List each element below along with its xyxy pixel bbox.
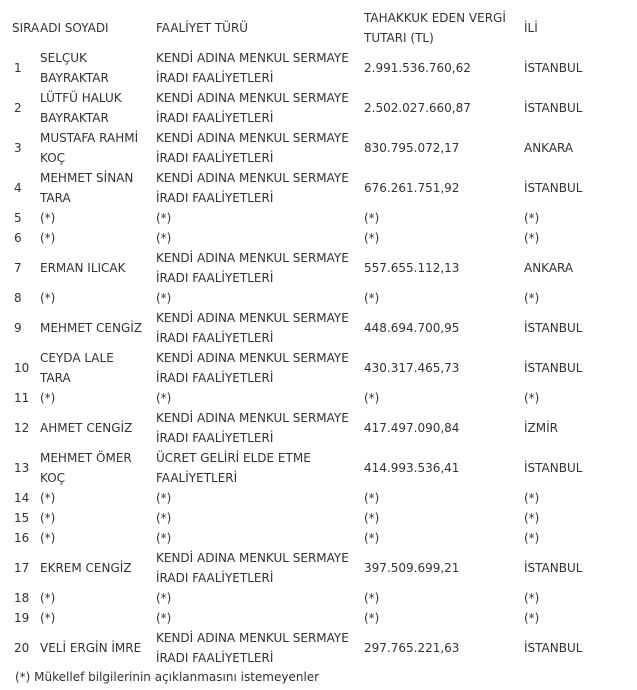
cell-ili: İSTANBUL: [524, 461, 583, 475]
table-header: [8, 8, 630, 48]
cell-faaliyet-turu: (*): [156, 291, 172, 305]
cell-sira: 16: [14, 531, 30, 545]
cell-adi-soyadi: SELÇUK BAYRAKTAR: [40, 51, 109, 85]
cell-sira: 11: [14, 391, 30, 405]
cell-faaliyet-turu: KENDİ ADINA MENKUL SERMAYE İRADI FAALİYETLERİ: [156, 171, 349, 205]
header-adi-soyadi: ADI SOYADI: [40, 21, 109, 35]
cell-ili: (*): [524, 391, 540, 405]
cell-vergi-tutari: 397.509.699,21: [364, 561, 460, 575]
cell-faaliyet-turu: KENDİ ADINA MENKUL SERMAYE İRADI FAALİYETLERİ: [156, 51, 349, 85]
table-row: [8, 248, 630, 288]
cell-adi-soyadi: AHMET CENGİZ: [40, 421, 133, 435]
cell-ili: İSTANBUL: [524, 641, 583, 655]
cell-faaliyet-turu: (*): [156, 511, 172, 525]
cell-vergi-tutari: (*): [364, 211, 380, 225]
cell-faaliyet-turu: KENDİ ADINA MENKUL SERMAYE İRADI FAALİYETLERİ: [156, 411, 349, 445]
cell-vergi-tutari: 830.795.072,17: [364, 141, 460, 155]
cell-adi-soyadi: VELİ ERGİN İMRE: [40, 641, 142, 655]
cell-ili: İSTANBUL: [524, 561, 583, 575]
cell-adi-soyadi: (*): [40, 291, 56, 305]
cell-vergi-tutari: (*): [364, 531, 380, 545]
cell-ili: (*): [524, 231, 540, 245]
cell-sira: 17: [14, 561, 30, 575]
table-row: [8, 388, 630, 408]
table-row: [8, 48, 630, 88]
table-row: [8, 588, 630, 608]
cell-faaliyet-turu: KENDİ ADINA MENKUL SERMAYE İRADI FAALİYETLERİ: [156, 131, 349, 165]
cell-adi-soyadi: EKREM CENGİZ: [40, 561, 132, 575]
cell-faaliyet-turu: (*): [156, 591, 172, 605]
cell-sira: 13: [14, 461, 30, 475]
cell-faaliyet-turu: (*): [156, 231, 172, 245]
cell-vergi-tutari: (*): [364, 291, 380, 305]
cell-faaliyet-turu: ÜCRET GELİRİ ELDE ETME FAALİYETLERİ: [156, 451, 311, 485]
cell-vergi-tutari: 448.694.700,95: [364, 321, 460, 335]
cell-faaliyet-turu: (*): [156, 531, 172, 545]
table-row: [8, 308, 630, 348]
cell-sira: 7: [14, 261, 22, 275]
cell-faaliyet-turu: KENDİ ADINA MENKUL SERMAYE İRADI FAALİYETLERİ: [156, 91, 349, 125]
cell-ili: (*): [524, 491, 540, 505]
table-row: [8, 508, 630, 528]
cell-faaliyet-turu: (*): [156, 491, 172, 505]
table-row: [8, 408, 630, 448]
table-row: [8, 548, 630, 588]
cell-faaliyet-turu: KENDİ ADINA MENKUL SERMAYE İRADI FAALİYETLERİ: [156, 631, 349, 665]
cell-sira: 6: [14, 231, 22, 245]
cell-vergi-tutari: 417.497.090,84: [364, 421, 460, 435]
table-row: [8, 168, 630, 208]
cell-faaliyet-turu: KENDİ ADINA MENKUL SERMAYE İRADI FAALİYETLERİ: [156, 251, 349, 285]
cell-vergi-tutari: 557.655.112,13: [364, 261, 460, 275]
cell-faaliyet-turu: KENDİ ADINA MENKUL SERMAYE İRADI FAALİYETLERİ: [156, 311, 349, 345]
cell-vergi-tutari: (*): [364, 391, 380, 405]
table-row: [8, 488, 630, 508]
header-ili: İLİ: [524, 21, 538, 35]
cell-ili: (*): [524, 291, 540, 305]
cell-sira: 20: [14, 641, 30, 655]
cell-sira: 4: [14, 181, 22, 195]
table-row: [8, 528, 630, 548]
taxpayer-table: [8, 8, 630, 668]
cell-vergi-tutari: (*): [364, 511, 380, 525]
cell-adi-soyadi: (*): [40, 491, 56, 505]
cell-vergi-tutari: 414.993.536,41: [364, 461, 460, 475]
table-body: [8, 48, 630, 668]
table-row: [8, 288, 630, 308]
cell-ili: ANKARA: [524, 261, 574, 275]
cell-vergi-tutari: 2.991.536.760,62: [364, 61, 471, 75]
cell-ili: (*): [524, 591, 540, 605]
cell-faaliyet-turu: KENDİ ADINA MENKUL SERMAYE İRADI FAALİYETLERİ: [156, 351, 349, 385]
table-row: [8, 628, 630, 668]
table-row: [8, 448, 630, 488]
cell-adi-soyadi: MEHMET CENGİZ: [40, 321, 143, 335]
cell-sira: 14: [14, 491, 30, 505]
table-row: [8, 128, 630, 168]
cell-sira: 15: [14, 511, 30, 525]
cell-vergi-tutari: (*): [364, 231, 380, 245]
cell-ili: (*): [524, 531, 540, 545]
footnote: (*) Mükellef bilgilerinin açıklanmasını istemeyenler: [15, 670, 320, 684]
header-faaliyet-turu: FAALİYET TÜRÜ: [156, 21, 249, 35]
cell-adi-soyadi: CEYDA LALE TARA: [40, 351, 114, 385]
table-row: [8, 88, 630, 128]
cell-adi-soyadi: (*): [40, 391, 56, 405]
cell-ili: İZMİR: [524, 421, 558, 435]
table-row: [8, 348, 630, 388]
header-row: [8, 8, 630, 48]
cell-adi-soyadi: (*): [40, 211, 56, 225]
cell-sira: 18: [14, 591, 30, 605]
cell-faaliyet-turu: (*): [156, 211, 172, 225]
cell-adi-soyadi: (*): [40, 511, 56, 525]
cell-adi-soyadi: (*): [40, 611, 56, 625]
cell-sira: 19: [14, 611, 30, 625]
cell-sira: 5: [14, 211, 22, 225]
cell-vergi-tutari: 297.765.221,63: [364, 641, 460, 655]
cell-ili: (*): [524, 611, 540, 625]
cell-sira: 9: [14, 321, 22, 335]
cell-sira: 12: [14, 421, 30, 435]
cell-vergi-tutari: 676.261.751,92: [364, 181, 460, 195]
cell-adi-soyadi: (*): [40, 591, 56, 605]
cell-sira: 1: [14, 61, 22, 75]
cell-adi-soyadi: LÜTFÜ HALUK BAYRAKTAR: [40, 91, 122, 125]
cell-adi-soyadi: MEHMET ÖMER KOÇ: [40, 451, 132, 485]
cell-ili: (*): [524, 511, 540, 525]
cell-adi-soyadi: (*): [40, 231, 56, 245]
cell-vergi-tutari: 2.502.027.660,87: [364, 101, 471, 115]
cell-adi-soyadi: (*): [40, 531, 56, 545]
cell-ili: ANKARA: [524, 141, 574, 155]
cell-ili: İSTANBUL: [524, 361, 583, 375]
header-vergi-tutari: TAHAKKUK EDEN VERGİ TUTARI (TL): [364, 11, 506, 45]
cell-ili: İSTANBUL: [524, 61, 583, 75]
cell-ili: (*): [524, 211, 540, 225]
cell-adi-soyadi: MUSTAFA RAHMİ KOÇ: [40, 131, 139, 165]
header-sira: SIRA: [12, 21, 40, 35]
cell-sira: 3: [14, 141, 22, 155]
cell-sira: 8: [14, 291, 22, 305]
cell-faaliyet-turu: (*): [156, 391, 172, 405]
table-row: [8, 228, 630, 248]
cell-vergi-tutari: 430.317.465,73: [364, 361, 460, 375]
table-row: [8, 208, 630, 228]
cell-vergi-tutari: (*): [364, 491, 380, 505]
cell-vergi-tutari: (*): [364, 611, 380, 625]
cell-adi-soyadi: ERMAN ILICAK: [40, 261, 126, 275]
cell-ili: İSTANBUL: [524, 101, 583, 115]
cell-sira: 2: [14, 101, 22, 115]
cell-vergi-tutari: (*): [364, 591, 380, 605]
cell-adi-soyadi: MEHMET SİNAN TARA: [40, 171, 134, 205]
cell-faaliyet-turu: (*): [156, 611, 172, 625]
cell-ili: İSTANBUL: [524, 321, 583, 335]
table-row: [8, 608, 630, 628]
cell-ili: İSTANBUL: [524, 181, 583, 195]
cell-sira: 10: [14, 361, 30, 375]
cell-faaliyet-turu: KENDİ ADINA MENKUL SERMAYE İRADI FAALİYETLERİ: [156, 551, 349, 585]
